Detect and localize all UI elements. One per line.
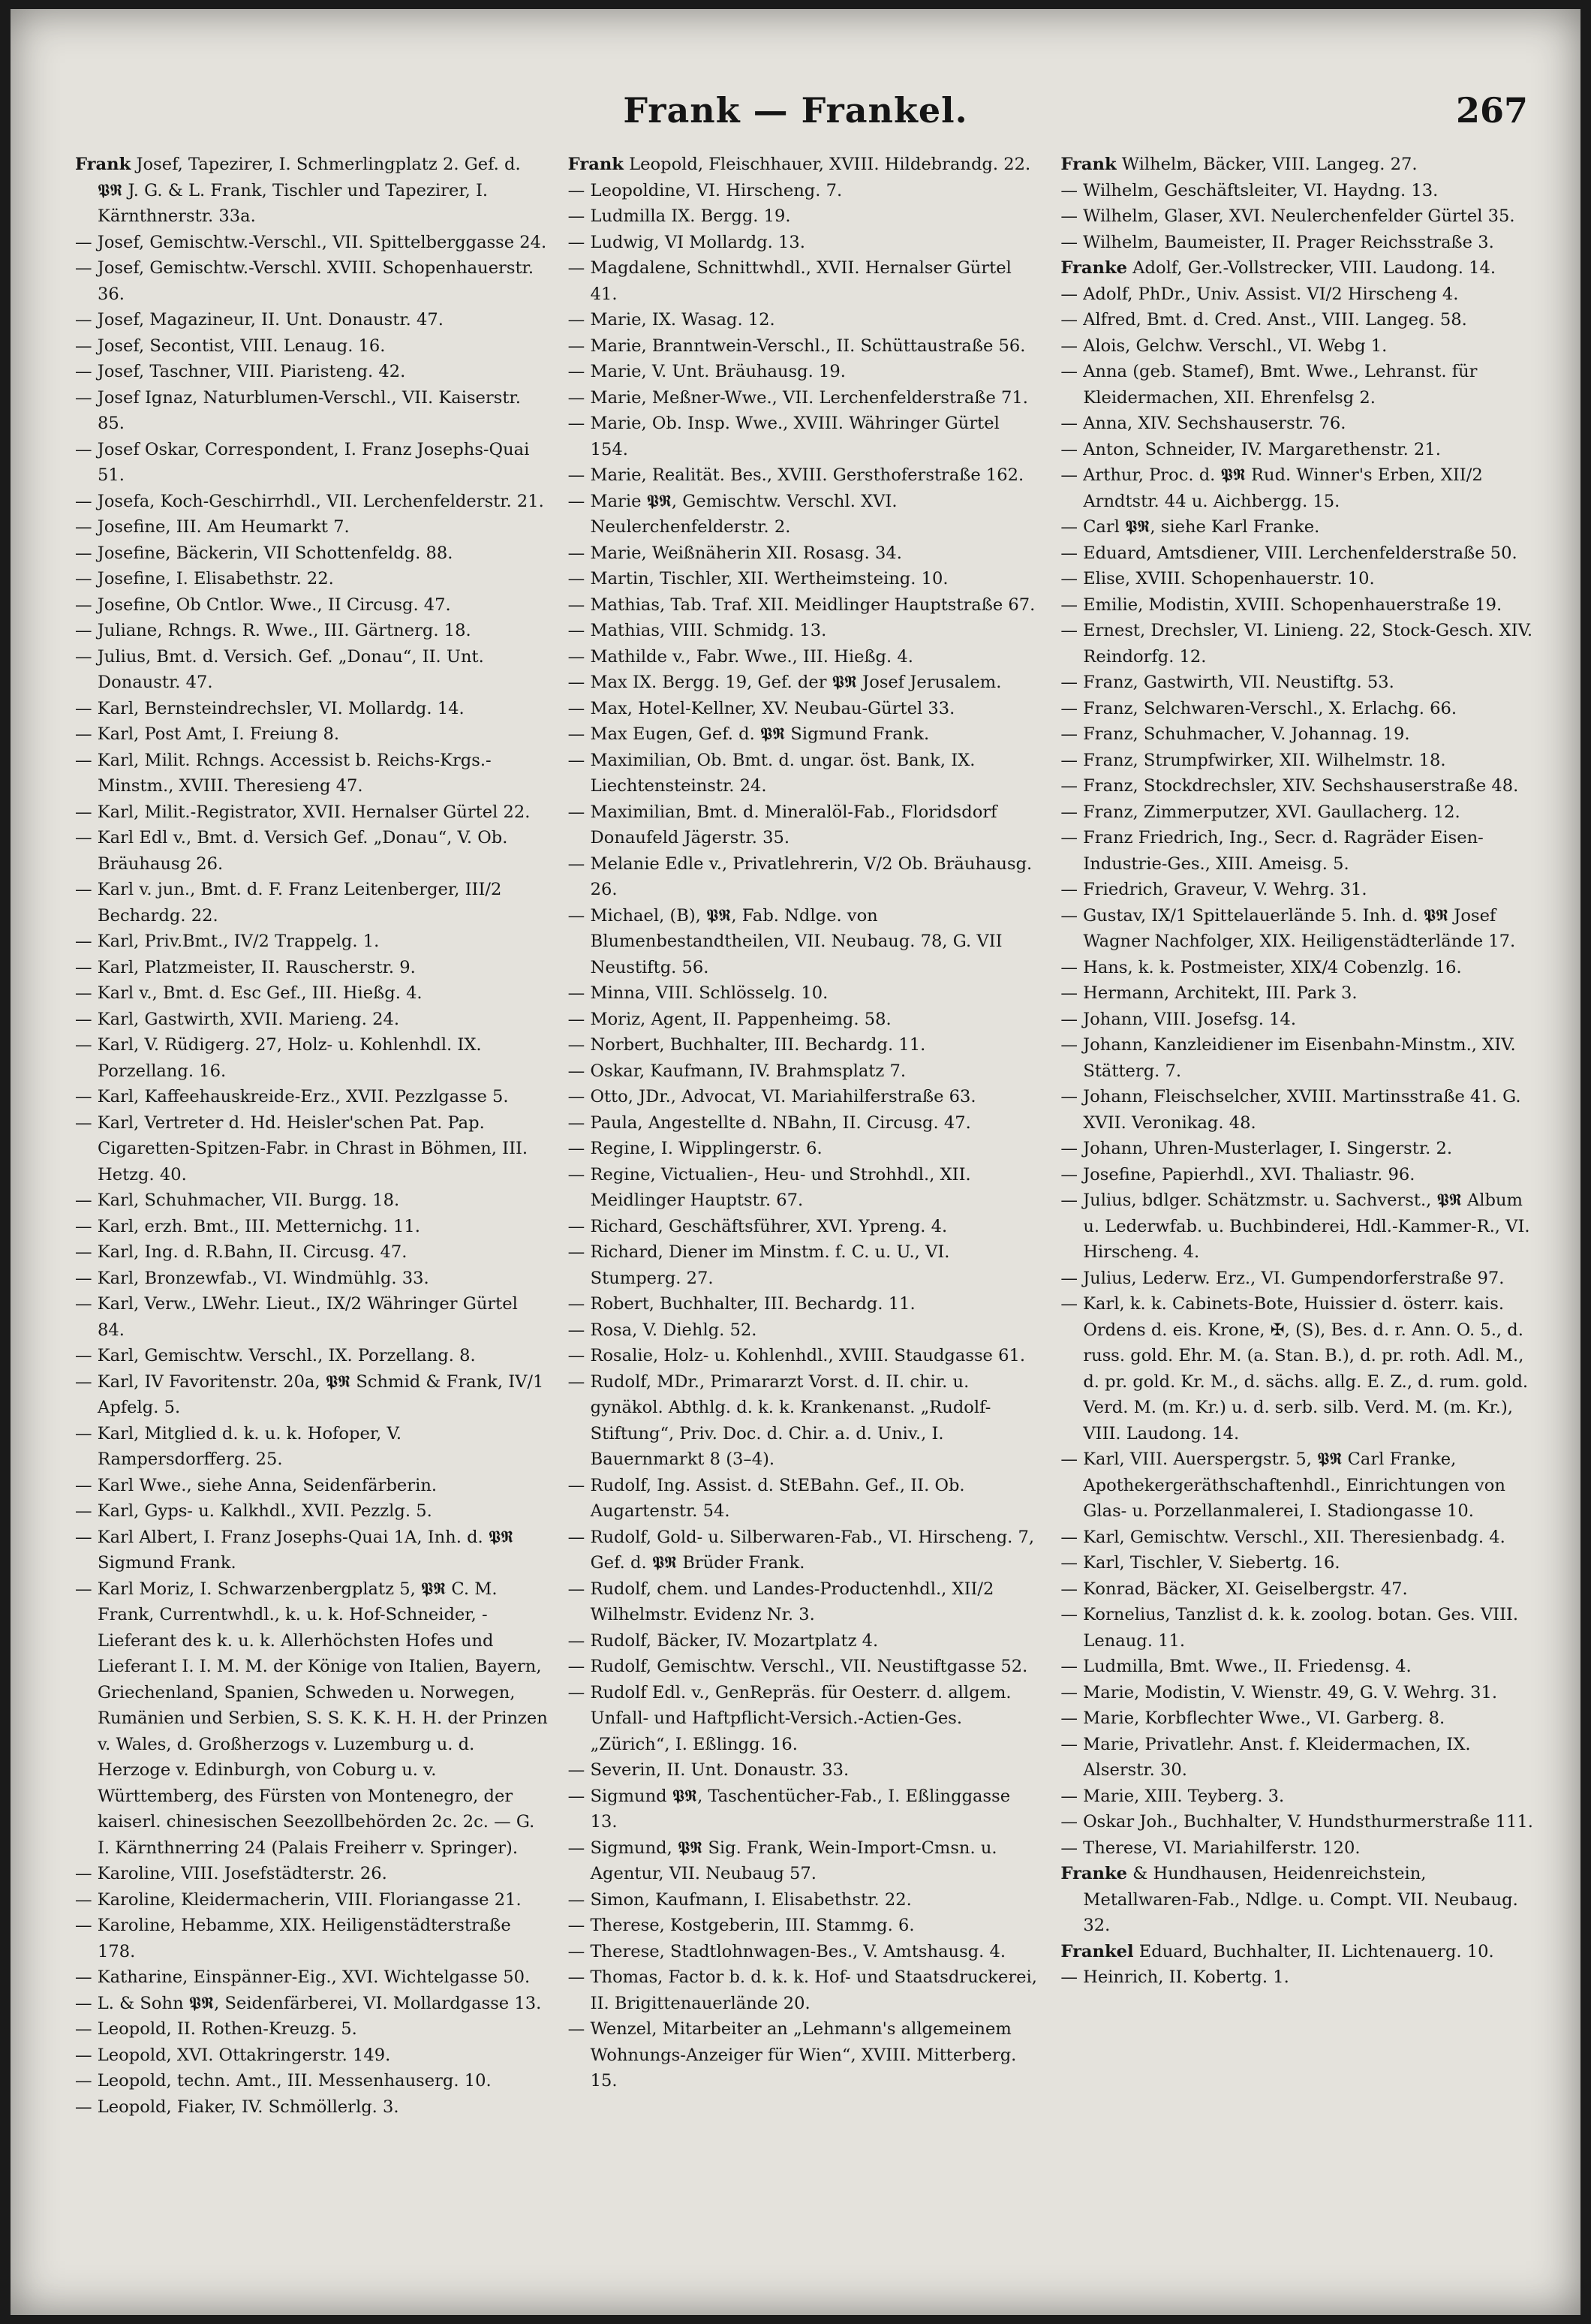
- page-number: 267: [1455, 90, 1528, 131]
- directory-entry: — Karl, V. Rüdigerg. 27, Holz- u. Kohlenhdl. IX. Porzellang. 16.: [75, 1035, 482, 1081]
- directory-entry: — Richard, Geschäftsführer, XVI. Ypreng. 4.: [567, 1216, 948, 1236]
- directory-entry: — Moriz, Agent, II. Pappenheimg. 58.: [567, 1009, 892, 1029]
- directory-entry: — Karl, VIII. Auerspergstr. 5, 𝕻𝕽 Carl Franke, Apothekergeräthschaftenhdl., Einrichtungen von Glas- u. Porzellanmalerei, I. Stadiongasse 10.: [1060, 1449, 1505, 1521]
- directory-entry: — Leopold, II. Rothen-Kreuzg. 5.: [75, 2019, 357, 2039]
- directory-entry: — Karoline, VIII. Josefstädterstr. 26.: [75, 1864, 387, 1883]
- directory-entry: — Thomas, Factor b. d. k. k. Hof- und Staatsdruckerei, II. Brigittenauerlände 20.: [567, 1967, 1037, 2013]
- directory-entry: — Simon, Kaufmann, I. Elisabethstr. 22.: [567, 1889, 912, 1910]
- directory-entry: — Therese, VI. Mariahilferstr. 120.: [1060, 1838, 1361, 1858]
- directory-entry: — Franz, Stockdrechsler, XIV. Sechshauserstraße 48.: [1060, 776, 1519, 796]
- directory-entry: — Karl v. jun., Bmt. d. F. Franz Leitenberger, III/2 Bechardg. 22.: [75, 880, 502, 926]
- directory-entry: — Severin, II. Unt. Donaustr. 33.: [567, 1760, 850, 1780]
- surname: Franke: [1060, 1864, 1127, 1883]
- directory-entry: — Josefine, Ob Cntlor. Wwe., II Circusg. 47.: [75, 595, 451, 615]
- directory-entry: — Melanie Edle v., Privatlehrerin, V/2 Ob. Bräuhausg. 26.: [567, 853, 1033, 899]
- directory-entry: — Adolf, PhDr., Univ. Assist. VI/2 Hirscheng 4.: [1060, 284, 1459, 304]
- directory-entry: Frank Josef, Tapezirer, I. Schmerlingplatz 2. Gef. d. 𝕻𝕽 J. G. & L. Frank, Tischler und Tapezirer, I. Kärnthnerstr. 33a.: [75, 155, 521, 226]
- directory-entry: — Karl Moriz, I. Schwarzenbergplatz 5, 𝕻𝕽 C. M. Frank, Currentwhdl., k. u. k. Hof-Schneider, -Lieferant des k. u. k. Allerhöchsten Hofes und Lieferant I. I. M. M. der Könige von Italien, Bayern, Griechenland, Spanien, Schweden u. Norwegen, Rumänien und Serbien, S. S. K. K. H. H. der Prinzen v. Wales, d. Großherzogs v. Luzemburg u. d. Herzoge v. Edinburgh, von Coburg u. v. Württemberg, des Fürsten von Montenegro, der kaiserl. chinesischen Seezollbehörden 2c. 2c. — G. I. Kärnthnerring 24 (Palais Freiherr v. Springer).: [75, 1579, 548, 1858]
- directory-entry: — Josef, Taschner, VIII. Piaristeng. 42.: [75, 362, 406, 381]
- directory-entry: — Julius, Lederw. Erz., VI. Gumpendorferstraße 97.: [1060, 1268, 1505, 1288]
- directory-entry: — Regine, I. Wipplingerstr. 6.: [567, 1139, 823, 1158]
- directory-entry: — Leopold, XVI. Ottakringerstr. 149.: [75, 2045, 391, 2065]
- directory-entry: — Anna (geb. Stamef), Bmt. Wwe., Lehranst. für Kleidermachen, XII. Ehrenfelsg 2.: [1060, 362, 1478, 408]
- directory-entry: — Karl, Vertreter d. Hd. Heisler'schen Pat. Pap. Cigaretten-Spitzen-Fabr. in Chrast in Böhmen, III. Hetzg. 40.: [75, 1112, 528, 1185]
- directory-entry: — Maximilian, Ob. Bmt. d. ungar. öst. Bank, IX. Liechtensteinstr. 24.: [567, 750, 976, 796]
- directory-entry: — Ludmilla, Bmt. Wwe., II. Friedensg. 4.: [1060, 1657, 1412, 1676]
- directory-entry: — Richard, Diener im Minstm. f. C. u. U., VI. Stumperg. 27.: [567, 1242, 950, 1288]
- directory-entry: — Marie, V. Unt. Bräuhausg. 19.: [567, 362, 846, 381]
- directory-entry: — Josefine, Bäckerin, VII Schottenfeldg. 88.: [75, 543, 453, 563]
- columns: [75, 152, 1534, 2300]
- directory-entry: — Friedrich, Graveur, V. Wehrg. 31.: [1060, 880, 1367, 899]
- directory-entry: — Max IX. Bergg. 19, Gef. der 𝕻𝕽 Josef Jerusalem.: [567, 673, 1002, 692]
- directory-entry: — Karl, Tischler, V. Siebertg. 16.: [1060, 1553, 1340, 1573]
- directory-entry: — Josefine, I. Elisabethstr. 22.: [75, 569, 334, 589]
- directory-entry: — Josef, Gemischtw.-Verschl., VII. Spittelberggasse 24.: [75, 232, 547, 252]
- directory-entry: — Karl, Mitglied d. k. u. k. Hofoper, V. Rampersdorfferg. 25.: [75, 1423, 402, 1469]
- directory-entry: Franke & Hundhausen, Heidenreichstein, Metallwaren-Fab., Ndlge. u. Compt. VII. Neubaug. 32.: [1060, 1864, 1518, 1935]
- directory-entry: — Arthur, Proc. d. 𝕻𝕽 Rud. Winner's Erben, XII/2 Arndtstr. 44 u. Aichbergg. 15.: [1060, 465, 1483, 511]
- directory-entry: — Rudolf Edl. v., GenRepräs. für Oesterr. d. allgem. Unfall- und Haftpflicht-Versich.-Actien-Ges. „Zürich“, I. Eßlingg. 16.: [567, 1682, 1012, 1754]
- directory-entry: — Martin, Tischler, XII. Wertheimsteing. 10.: [567, 569, 949, 589]
- directory-entry: — Hans, k. k. Postmeister, XIX/4 Cobenzlg. 16.: [1060, 957, 1462, 977]
- directory-entry: — Kornelius, Tanzlist d. k. k. zoolog. botan. Ges. VIII. Lenaug. 11.: [1060, 1605, 1519, 1651]
- directory-entry: — Maximilian, Bmt. d. Mineralöl-Fab., Floridsdorf Donaufeld Jägerstr. 35.: [567, 802, 997, 847]
- column-2: [568, 152, 1042, 2300]
- surname: Frank: [1060, 155, 1117, 174]
- directory-entry: — Konrad, Bäcker, XI. Geiselbergstr. 47.: [1060, 1579, 1408, 1599]
- directory-entry: — Magdalene, Schnittwhdl., XVII. Hernalser Gürtel 41.: [567, 258, 1012, 304]
- directory-entry: — Marie 𝕻𝕽, Gemischtw. Verschl. XVI. Neulerchenfelderstr. 2.: [567, 491, 898, 537]
- directory-entry: — Karl Edl v., Bmt. d. Versich Gef. „Donau“, V. Ob. Bräuhausg 26.: [75, 828, 508, 874]
- directory-entry: — Josefine, Papierhdl., XVI. Thaliastr. 96.: [1060, 1164, 1415, 1185]
- directory-entry: — Karl v., Bmt. d. Esc Gef., III. Hießg. 4.: [75, 983, 423, 1003]
- directory-entry: — Katharine, Einspänner-Eig., XVI. Wichtelgasse 50.: [75, 1967, 531, 1987]
- directory-entry: — Marie, Branntwein-Verschl., II. Schüttaustraße 56.: [567, 336, 1026, 356]
- directory-entry: Franke Adolf, Ger.-Vollstrecker, VIII. Laudong. 14.: [1060, 258, 1496, 278]
- directory-entry: — Leopold, Fiaker, IV. Schmöllerlg. 3.: [75, 2097, 399, 2117]
- directory-entry: — Karl, Verw., LWehr. Lieut., IX/2 Währinger Gürtel 84.: [75, 1294, 518, 1340]
- directory-entry: — Eduard, Amtsdiener, VIII. Lerchenfelderstraße 50.: [1060, 543, 1517, 563]
- directory-entry: Frank Leopold, Fleischhauer, XVIII. Hildebrandg. 22.: [567, 155, 1031, 174]
- directory-entry: — Gustav, IX/1 Spittelauerlände 5. Inh. d. 𝕻𝕽 Josef Wagner Nachfolger, XIX. Heiligenstädterlände 17.: [1060, 905, 1516, 951]
- directory-entry: — Robert, Buchhalter, III. Bechardg. 11.: [567, 1294, 916, 1314]
- directory-entry: — Rosa, V. Diehlg. 52.: [567, 1320, 757, 1340]
- directory-entry: — Juliane, Rchngs. R. Wwe., III. Gärtnerg. 18.: [75, 621, 471, 640]
- directory-entry: — Marie, Realität. Bes., XVIII. Gersthoferstraße 162.: [567, 465, 1024, 485]
- directory-entry: — Michael, (B), 𝕻𝕽, Fab. Ndlge. von Blumenbestandtheilen, VII. Neubaug. 78, G. VII Neustiftg. 56.: [567, 905, 1003, 977]
- directory-entry: — Karl, Milit. Rchngs. Accessist b. Reichs-Krgs.-Minstm., XVIII. Theresieng 47.: [75, 750, 492, 796]
- directory-entry: — Wenzel, Mitarbeiter an „Lehmann's allgemeinem Wohnungs-Anzeiger für Wien“, XVIII. Mitterberg. 15.: [567, 2019, 1017, 2091]
- directory-page: [11, 9, 1580, 2315]
- directory-entry: — Johann, Fleischselcher, XVIII. Martinsstraße 41. G. XVII. Veronikag. 48.: [1060, 1087, 1521, 1133]
- directory-entry: — Johann, VIII. Josefsg. 14.: [1060, 1009, 1297, 1029]
- directory-entry: — Oskar Joh., Buchhalter, V. Hundsthurmerstraße 111.: [1060, 1812, 1533, 1832]
- directory-entry: — Alfred, Bmt. d. Cred. Anst., VIII. Langeg. 58.: [1060, 310, 1467, 330]
- directory-entry: — Franz, Schuhmacher, V. Johannag. 19.: [1060, 724, 1410, 744]
- directory-entry: — Karl, Gyps- u. Kalkhdl., XVII. Pezzlg. 5.: [75, 1501, 432, 1521]
- directory-entry: — Ludwig, VI Mollardg. 13.: [567, 232, 805, 252]
- directory-entry: — Karl, Milit.-Registrator, XVII. Hernalser Gürtel 22.: [75, 802, 531, 822]
- directory-entry: — Josef, Secontist, VIII. Lenaug. 16.: [75, 336, 386, 356]
- directory-entry: — Johann, Kanzleidiener im Eisenbahn-Minstm., XIV. Stätterg. 7.: [1060, 1035, 1516, 1081]
- surname: Frank: [567, 155, 624, 174]
- directory-entry: — Julius, bdlger. Schätzmstr. u. Sachverst., 𝕻𝕽 Album u. Lederwfab. u. Buchbinderei, Hdl.-Kammer-R., VI. Hirscheng. 4.: [1060, 1191, 1530, 1262]
- directory-entry: — Ernest, Drechsler, VI. Linieng. 22, Stock-Gesch. XIV. Reindorfg. 12.: [1060, 621, 1533, 667]
- directory-entry: — Marie, IX. Wasag. 12.: [567, 310, 775, 330]
- directory-entry: — Franz, Zimmerputzer, XVI. Gaullacherg. 12.: [1060, 802, 1460, 822]
- directory-entry: — Mathilde v., Fabr. Wwe., III. Hießg. 4.: [567, 646, 913, 667]
- directory-entry: — Karl, Gastwirth, XVII. Marieng. 24.: [75, 1009, 399, 1029]
- directory-entry: — Max Eugen, Gef. d. 𝕻𝕽 Sigmund Frank.: [567, 724, 930, 744]
- directory-entry: — Karoline, Kleidermacherin, VIII. Floriangasse 21.: [75, 1889, 522, 1910]
- column-1: [75, 152, 549, 2300]
- surname: Franke: [1060, 258, 1127, 278]
- page-header: [11, 90, 1580, 143]
- directory-entry: — Karl, erzh. Bmt., III. Metternichg. 11.: [75, 1216, 420, 1236]
- directory-entry: — Franz, Strumpfwirker, XII. Wilhelmstr. 18.: [1060, 750, 1446, 770]
- directory-entry: — Marie, Weißnäherin XII. Rosasg. 34.: [567, 543, 902, 563]
- directory-entry: — Karl, Schuhmacher, VII. Burgg. 18.: [75, 1191, 400, 1210]
- directory-entry: — Wilhelm, Geschäftsleiter, VI. Haydng. 13.: [1060, 180, 1439, 200]
- surname: Frank: [75, 155, 131, 174]
- directory-entry: — Wilhelm, Baumeister, II. Prager Reichsstraße 3.: [1060, 232, 1494, 252]
- directory-entry: — Josef Ignaz, Naturblumen-Verschl., VII. Kaiserstr. 85.: [75, 387, 521, 433]
- directory-entry: — Karl Albert, I. Franz Josephs-Quai 1A, Inh. d. 𝕻𝕽 Sigmund Frank.: [75, 1527, 514, 1573]
- directory-entry: — Carl 𝕻𝕽, siehe Karl Franke.: [1060, 517, 1320, 537]
- directory-entry: — Marie, Ob. Insp. Wwe., XVIII. Währinger Gürtel 154.: [567, 414, 1000, 459]
- directory-entry: — Marie, Privatlehr. Anst. f. Kleidermachen, IX. Alserstr. 30.: [1060, 1734, 1471, 1780]
- directory-entry: — Karl, Bronzewfab., VI. Windmühlg. 33.: [75, 1268, 429, 1288]
- directory-entry: — Oskar, Kaufmann, IV. Brahmsplatz 7.: [567, 1061, 907, 1081]
- directory-entry: — Marie, Meßner-Wwe., VII. Lerchenfelderstraße 71.: [567, 387, 1028, 408]
- directory-entry: — Anton, Schneider, IV. Margarethenstr. 21.: [1060, 439, 1441, 459]
- directory-entry: — Emilie, Modistin, XVIII. Schopenhauerstraße 19.: [1060, 595, 1502, 615]
- directory-entry: Frank Wilhelm, Bäcker, VIII. Langeg. 27.: [1060, 155, 1418, 174]
- directory-entry: — Therese, Stadtlohnwagen-Bes., V. Amtshausg. 4.: [567, 1941, 1006, 1961]
- directory-entry: — Karl, Post Amt, I. Freiung 8.: [75, 724, 340, 744]
- directory-entry: — Karl, k. k. Cabinets-Bote, Huissier d. österr. kais. Ordens d. eis. Krone, ✠, (S), Bes. d. r. Ann. O. 5., d. russ. gold. Ehr. M. (a. Stan. B.), d. pr. roth. Adl. M., d. pr. gold. Kr. M., d. sächs. allg. E. Z., d. rum. gold. Verd. M. (m. Kr.) u. d. serb. silb. Verd. M. (m. Kr.), VIII. Laudong. 14.: [1060, 1294, 1529, 1443]
- directory-entry: — Ludmilla IX. Bergg. 19.: [567, 206, 791, 226]
- directory-entry: — Karl, Kaffeehauskreide-Erz., XVII. Pezzlgasse 5.: [75, 1087, 509, 1106]
- directory-entry: — Karl, Platzmeister, II. Rauscherstr. 9.: [75, 957, 416, 977]
- directory-entry: — Mathias, VIII. Schmidg. 13.: [567, 621, 827, 640]
- directory-entry: — Johann, Uhren-Musterlager, I. Singerstr. 2.: [1060, 1139, 1453, 1158]
- directory-entry: — Karl, Gemischtw. Verschl., IX. Porzellang. 8.: [75, 1346, 476, 1365]
- directory-entry: — Karl, Ing. d. R.Bahn, II. Circusg. 47.: [75, 1242, 408, 1262]
- directory-entry: — Hermann, Architekt, III. Park 3.: [1060, 983, 1358, 1003]
- directory-entry: — Josef, Gemischtw.-Verschl. XVIII. Schopenhauerstr. 36.: [75, 258, 534, 304]
- directory-entry: — Karl, Gemischtw. Verschl., XII. Theresienbadg. 4.: [1060, 1527, 1505, 1547]
- directory-entry: — Franz Friedrich, Ing., Secr. d. Ragräder Eisen-Industrie-Ges., XIII. Ameisg. 5.: [1060, 828, 1484, 874]
- running-head: Frank — Frankel.: [623, 90, 968, 131]
- directory-entry: — Alois, Gelchw. Verschl., VI. Webg 1.: [1060, 336, 1388, 356]
- directory-entry: — Leopoldine, VI. Hirscheng. 7.: [567, 180, 843, 200]
- directory-entry: — Josef, Magazineur, II. Unt. Donaustr. 47.: [75, 310, 444, 330]
- directory-entry: — Mathias, Tab. Traf. XII. Meidlinger Hauptstraße 67.: [567, 595, 1036, 615]
- directory-entry: — Rudolf, Bäcker, IV. Mozartplatz 4.: [567, 1630, 879, 1651]
- directory-entry: — Karl Wwe., siehe Anna, Seidenfärberin.: [75, 1475, 438, 1495]
- directory-entry: Frankel Eduard, Buchhalter, II. Lichtenauerg. 10.: [1060, 1941, 1494, 1961]
- directory-entry: — Marie, Korbflechter Wwe., VI. Garberg. 8.: [1060, 1708, 1445, 1728]
- directory-entry: — Minna, VIII. Schlösselg. 10.: [567, 983, 829, 1003]
- directory-entry: — Paula, Angestellte d. NBahn, II. Circusg. 47.: [567, 1112, 971, 1133]
- directory-entry: — Heinrich, II. Kobertg. 1.: [1060, 1967, 1289, 1987]
- directory-entry: — Marie, Modistin, V. Wienstr. 49, G. V. Wehrg. 31.: [1060, 1682, 1498, 1702]
- directory-entry: — Rudolf, chem. und Landes-Productenhdl., XII/2 Wilhelmstr. Evidenz Nr. 3.: [567, 1579, 994, 1624]
- directory-entry: — Karl, IV Favoritenstr. 20a, 𝕻𝕽 Schmid & Frank, IV/1 Apfelg. 5.: [75, 1371, 544, 1417]
- directory-entry: — Karoline, Hebamme, XIX. Heiligenstädterstraße 178.: [75, 1916, 511, 1961]
- directory-entry: — Max, Hotel-Kellner, XV. Neubau-Gürtel 33.: [567, 698, 955, 718]
- directory-entry: — Karl, Priv.Bmt., IV/2 Trappelg. 1.: [75, 932, 380, 951]
- directory-entry: — Marie, XIII. Teyberg. 3.: [1060, 1786, 1285, 1806]
- directory-entry: — Rudolf, Gemischtw. Verschl., VII. Neustiftgasse 52.: [567, 1657, 1028, 1676]
- directory-entry: — Wilhelm, Glaser, XVI. Neulerchenfelder Gürtel 35.: [1060, 206, 1515, 226]
- directory-entry: — Franz, Gastwirth, VII. Neustiftg. 53.: [1060, 673, 1394, 692]
- directory-entry: — Rudolf, MDr., Primararzt Vorst. d. II. chir. u. gynäkol. Abthlg. d. k. k. Krankenanst. „Rudolf-Stiftung“, Priv. Doc. d. Chir. a. d. Univ., I. Bauernmarkt 8 (3–4).: [567, 1371, 991, 1469]
- directory-entry: — L. & Sohn 𝕻𝕽, Seidenfärberei, VI. Mollardgasse 13.: [75, 1993, 542, 2013]
- directory-entry: — Therese, Kostgeberin, III. Stammg. 6.: [567, 1916, 915, 1935]
- directory-entry: — Otto, JDr., Advocat, VI. Mariahilferstraße 63.: [567, 1087, 976, 1106]
- directory-entry: — Elise, XVIII. Schopenhauerstr. 10.: [1060, 569, 1375, 589]
- directory-entry: — Anna, XIV. Sechshauserstr. 76.: [1060, 414, 1346, 433]
- directory-entry: — Sigmund 𝕻𝕽, Taschentücher-Fab., I. Eßlinggasse 13.: [567, 1786, 1011, 1832]
- directory-entry: — Franz, Selchwaren-Verschl., X. Erlachg. 66.: [1060, 698, 1457, 718]
- directory-entry: — Karl, Bernsteindrechsler, VI. Mollardg. 14.: [75, 698, 465, 718]
- directory-entry: — Norbert, Buchhalter, III. Bechardg. 11.: [567, 1035, 926, 1055]
- column-3: [1060, 152, 1534, 2300]
- directory-entry: — Rudolf, Ing. Assist. d. StEBahn. Gef., II. Ob. Augartenstr. 54.: [567, 1475, 965, 1521]
- directory-entry: — Leopold, techn. Amt., III. Messenhauserg. 10.: [75, 2071, 492, 2091]
- directory-entry: — Josef Oskar, Correspondent, I. Franz Josephs-Quai 51.: [75, 439, 530, 485]
- directory-entry: — Rudolf, Gold- u. Silberwaren-Fab., VI. Hirscheng. 7, Gef. d. 𝕻𝕽 Brüder Frank.: [567, 1527, 1035, 1573]
- directory-entry: — Julius, Bmt. d. Versich. Gef. „Donau“, II. Unt. Donaustr. 47.: [75, 646, 484, 692]
- directory-entry: — Rosalie, Holz- u. Kohlenhdl., XVIII. Staudgasse 61.: [567, 1346, 1026, 1365]
- directory-entry: — Josefine, III. Am Heumarkt 7.: [75, 517, 350, 537]
- directory-entry: — Sigmund, 𝕻𝕽 Sig. Frank, Wein-Import-Cmsn. u. Agentur, VII. Neubaug 57.: [567, 1838, 997, 1883]
- directory-entry: — Regine, Victualien-, Heu- und Strohhdl., XII. Meidlinger Hauptstr. 67.: [567, 1164, 971, 1210]
- surname: Frankel: [1060, 1941, 1134, 1961]
- directory-entry: — Josefa, Koch-Geschirrhdl., VII. Lerchenfelderstr. 21.: [75, 491, 544, 511]
